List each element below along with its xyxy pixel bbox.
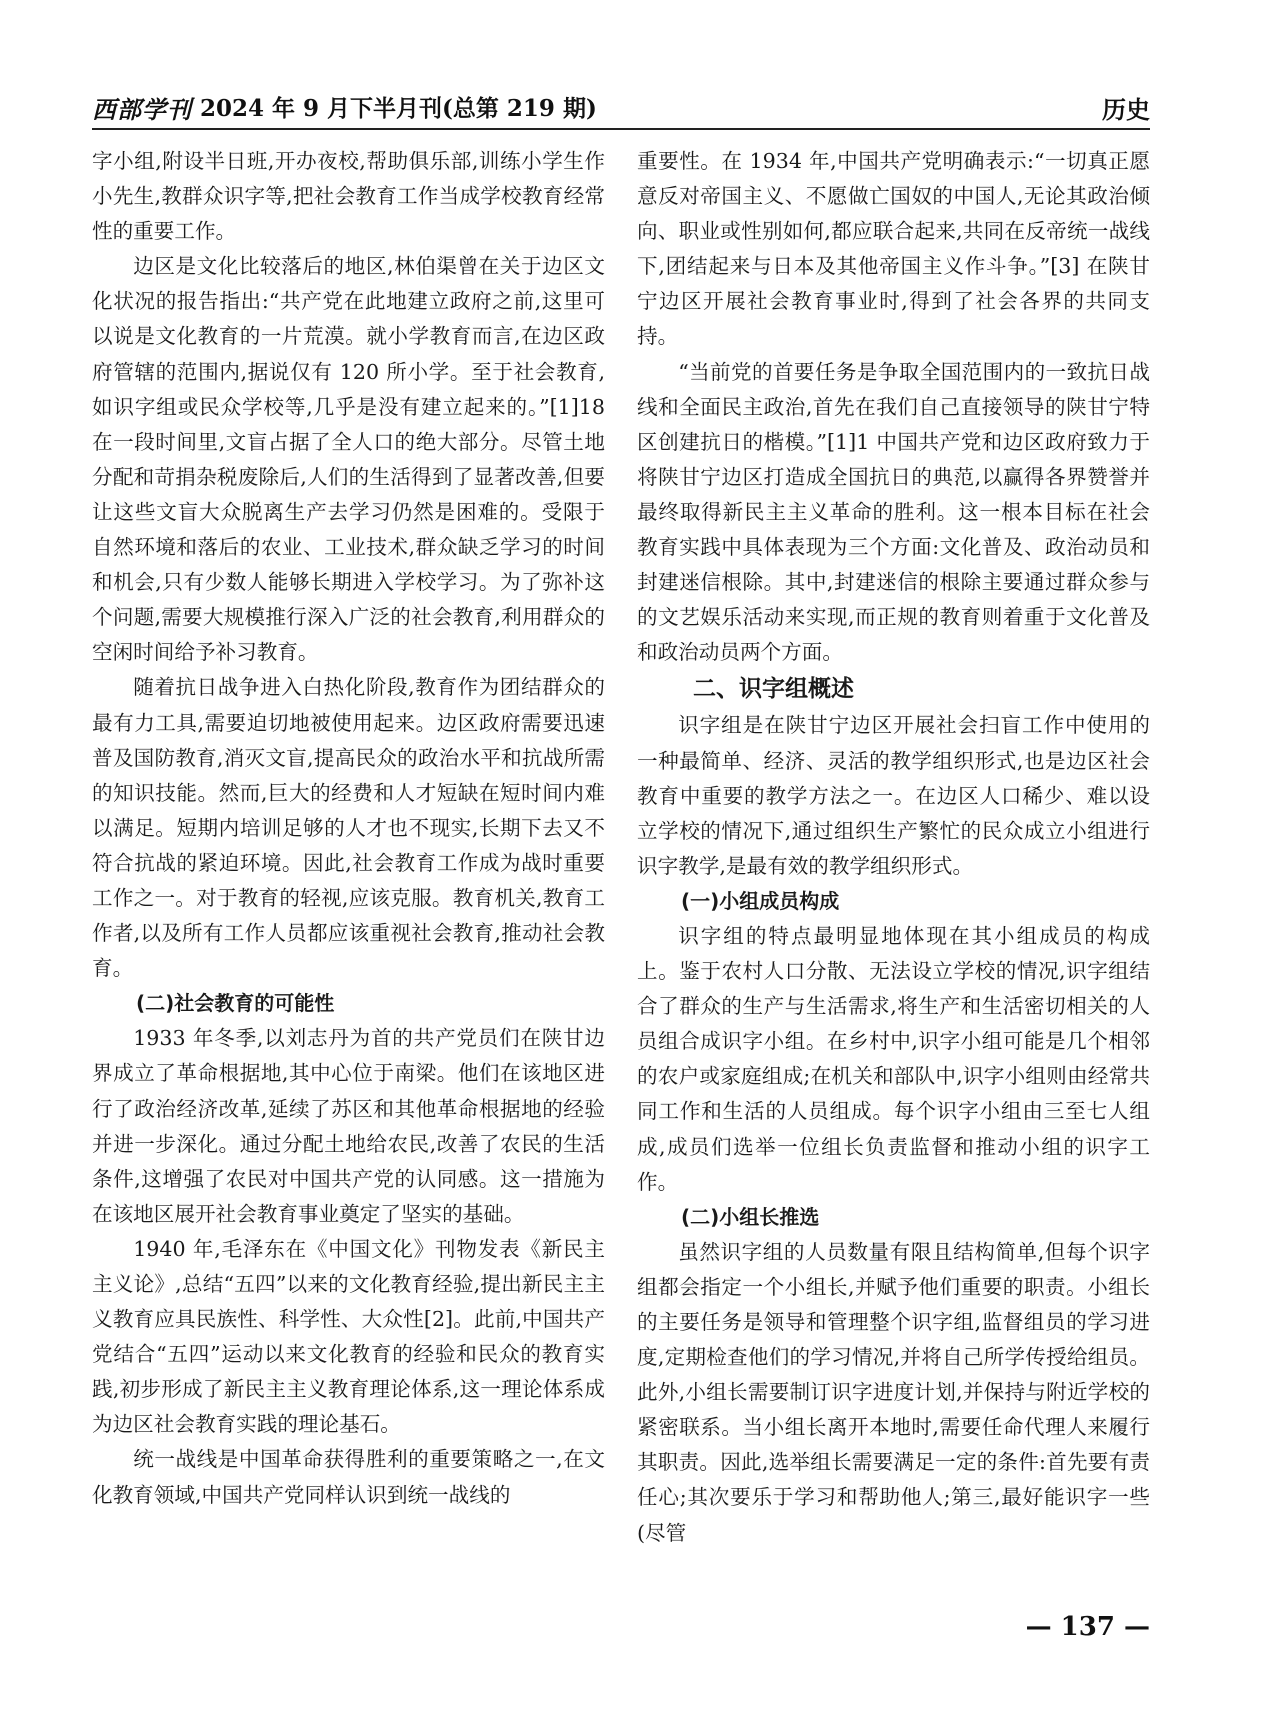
subsection-heading: (二)社会教育的可能性 (136, 991, 335, 1016)
paragraph: 识字组是在陕甘宁边区开展社会扫盲工作中使用的一种最简单、经济、灵活的教学组织形式,也是边区社会教育中重要的教学方法之一。在边区人口稀少、难以设立学校的情况下,通过组织生产繁忙的民众成立小组进行识字教学,是最有效的教学组织形式。 (637, 713, 1150, 878)
journal-logo: 西部学刊 (92, 95, 192, 124)
paragraph: 边区是文化比较落后的地区,林伯渠曾在关于边区文化状况的报告指出:“共产党在此地建立政府之前,这里可以说是文化教育的一片荒漠。就小学教育而言,在边区政府管辖的范围内,据说仅有 120 所小学。至于社会教育,如识字组或民众学校等,几乎是没有建立起来的。”[1]18 在一段时间里,文盲占据了全人口的绝大部分。尽管土地分配和苛捐杂税废除后,人们的生活得到了显著改善,但要让这些文盲大众脱离生产去学习仍然是困难的。受限于自然环境和落后的农业、工业技术,群众缺乏学习的时间和机会,只有少数人能够长期进入学校学习。为了弥补这个问题,需要大规模推行深入广泛的社会教育,利用群众的空闲时间给予补习教育。 (92, 254, 605, 665)
paragraph: 字小组,附设半日班,开办夜校,帮助俱乐部,训练小学生作小先生,教群众识字等,把社会教育工作当成学校教育经常性的重要工作。 (92, 149, 605, 244)
paragraph: 1940 年,毛泽东在《中国文化》刊物发表《新民主主义论》,总结“五四”以来的文化教育经验,提出新民主主义教育应具民族性、科学性、大众性[2]。此前,中国共产党结合“五四”运动以来文化教育的经验和民众的教育实践,初步形成了新民主主义教育理论体系,这一理论体系成为边区社会教育实践的理论基石。 (92, 1236, 605, 1437)
right-column (637, 144, 1150, 1584)
paragraph: 识字组的特点最明显地体现在其小组成员的构成上。鉴于农村人口分散、无法设立学校的情况,识字组结合了群众的生产与生活需求,将生产和生活密切相关的人员组合成识字小组。在乡村中,识字小组可能是几个相邻的农户或家庭组成;在机关和部队中,识字小组则由经常共同工作和生活的人员组成。每个识字小组由三至七人组成,成员们选举一位组长负责监督和推动小组的识字工作。 (637, 923, 1150, 1194)
paragraph: 1933 年冬季,以刘志丹为首的共产党员们在陕甘边界成立了革命根据地,其中心位于南梁。他们在该地区进行了政治经济改革,延续了苏区和其他革命根据地的经验并进一步深化。通过分配土地给农民,改善了农民的生活条件,这增强了农民对中国共产党的认同感。这一措施为在该地区展开社会教育事业奠定了坚实的基础。 (92, 1026, 605, 1226)
subsection-heading: (二)小组长推选 (681, 1204, 820, 1229)
paragraph: 随着抗日战争进入白热化阶段,教育作为团结群众的最有力工具,需要迫切地被使用起来。边区政府需要迅速普及国防教育,消灭文盲,提高民众的政治水平和抗战所需的知识技能。然而,巨大的经费和人才短缺在短时间内难以满足。短期内培训足够的人才也不现实,长期下去又不符合抗战的紧迫环境。因此,社会教育工作成为战时重要工作之一。对于教育的轻视,应该克服。教育机关,教育工作者,以及所有工作人员都应该重视社会教育,推动社会教育。 (92, 675, 605, 981)
left-column (92, 144, 605, 1584)
running-header (92, 88, 1150, 130)
paragraph: 重要性。在 1934 年,中国共产党明确表示:“一切真正愿意反对帝国主义、不愿做亡国奴的中国人,无论其政治倾向、职业或性别如何,都应联合起来,共同在反帝统一战线下,团结起来与日本及其他帝国主义作斗争。”[3] 在陕甘宁边区开展社会教育事业时,得到了社会各界的共同支持。 (637, 149, 1150, 349)
section-name: 历史 (1102, 95, 1150, 124)
paragraph: 虽然识字组的人员数量有限且结构简单,但每个识字组都会指定一个小组长,并赋予他们重要的职责。小组长的主要任务是领导和管理整个识字组,监督组员的学习进度,定期检查他们的学习情况,并将自己所学传授给组员。此外,小组长需要制订识字进度计划,并保持与附近学校的紧密联系。当小组长离开本地时,需要任命代理人来履行其职责。因此,选举组长需要满足一定的条件:首先要有责任心;其次要乐于学习和帮助他人;第三,最好能识字一些(尽管 (637, 1239, 1150, 1545)
paragraph: 统一战线是中国革命获得胜利的重要策略之一,在文化教育领域,中国共产党同样认识到统一战线的 (92, 1447, 605, 1507)
issue-info: 2024 年 9 月下半月刊(总第 219 期) (200, 95, 597, 122)
page-number: — 137 — (1025, 1612, 1150, 1642)
paragraph: “当前党的首要任务是争取全国范围内的一致抗日战线和全面民主政治,首先在我们自己直接领导的陕甘宁特区创建抗日的楷模。”[1]1 中国共产党和边区政府致力于将陕甘宁边区打造成全国抗日的典范,以赢得各界赞誉并最终取得新民主主义革命的胜利。这一根本目标在社会教育实践中具体表现为三个方面:文化普及、政治动员和封建迷信根除。其中,封建迷信的根除主要通过群众参与的文艺娱乐活动来实现,而正规的教育则着重于文化普及和政治动员两个方面。 (637, 359, 1150, 665)
subsection-heading: (一)小组成员构成 (681, 888, 840, 913)
section-heading: 二、识字组概述 (693, 676, 854, 703)
